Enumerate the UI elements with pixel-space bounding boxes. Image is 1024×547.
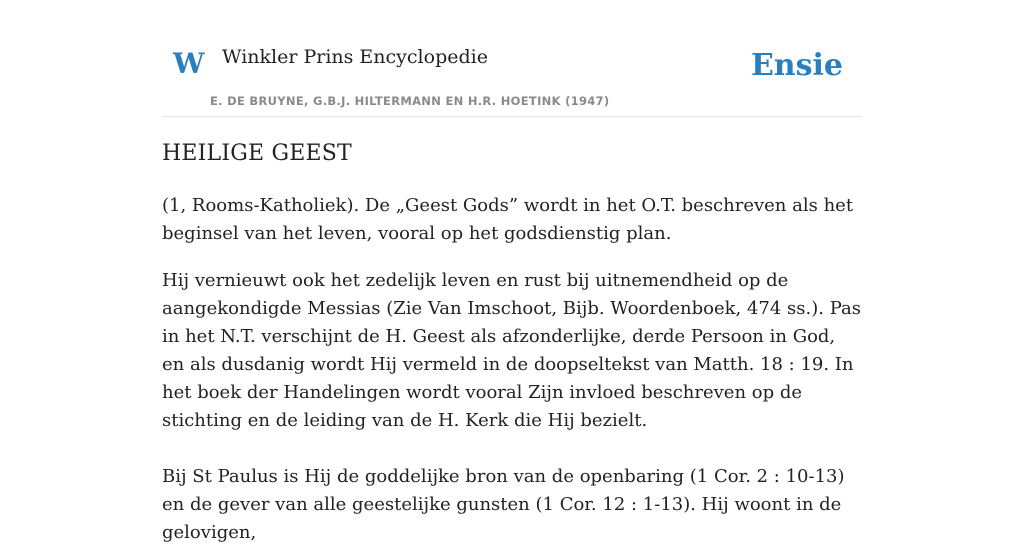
source-logo-icon[interactable]: W <box>173 47 205 80</box>
article-paragraph: Bij St Paulus is Hij de goddelijke bron van de openbaring (1 Cor. 2 : 10-13) en de gever van alle geestelijke gunsten (1 Cor. 12 : 1-13). Hij woont in de gelovigen, <box>162 466 845 543</box>
article-body <box>162 192 862 547</box>
article-paragraph: (1, Rooms-Katholiek). De „Geest Gods” wordt in het O.T. beschreven als het beginsel van het leven, vooral op het godsdienstig plan. <box>162 195 854 244</box>
source-title-link[interactable]: Winkler Prins Encyclopedie <box>222 46 488 68</box>
article-title: HEILIGE GEEST <box>162 141 352 166</box>
source-authors: E. DE BRUYNE, G.B.J. HILTERMANN EN H.R. HOETINK (1947) <box>210 94 610 108</box>
ensie-logo[interactable]: Ensie <box>750 48 843 83</box>
page-header <box>162 0 862 117</box>
article-paragraph: Hij vernieuwt ook het zedelijk leven en rust bij uitnemendheid op de aangekondigde Messias (Zie Van Imschoot, Bijb. Woordenboek, 474 ss.). Pas in het N.T. verschijnt de H. Geest als afzonderlijke, derde Persoon in God, en als dusdanig wordt Hij vermeld in de doopseltekst van Matth. 18 : 19. In het boek der Handelingen wordt vooral Zijn invloed beschreven op de stichting en de leiding van de H. Kerk die Hij bezielt. <box>162 270 861 431</box>
